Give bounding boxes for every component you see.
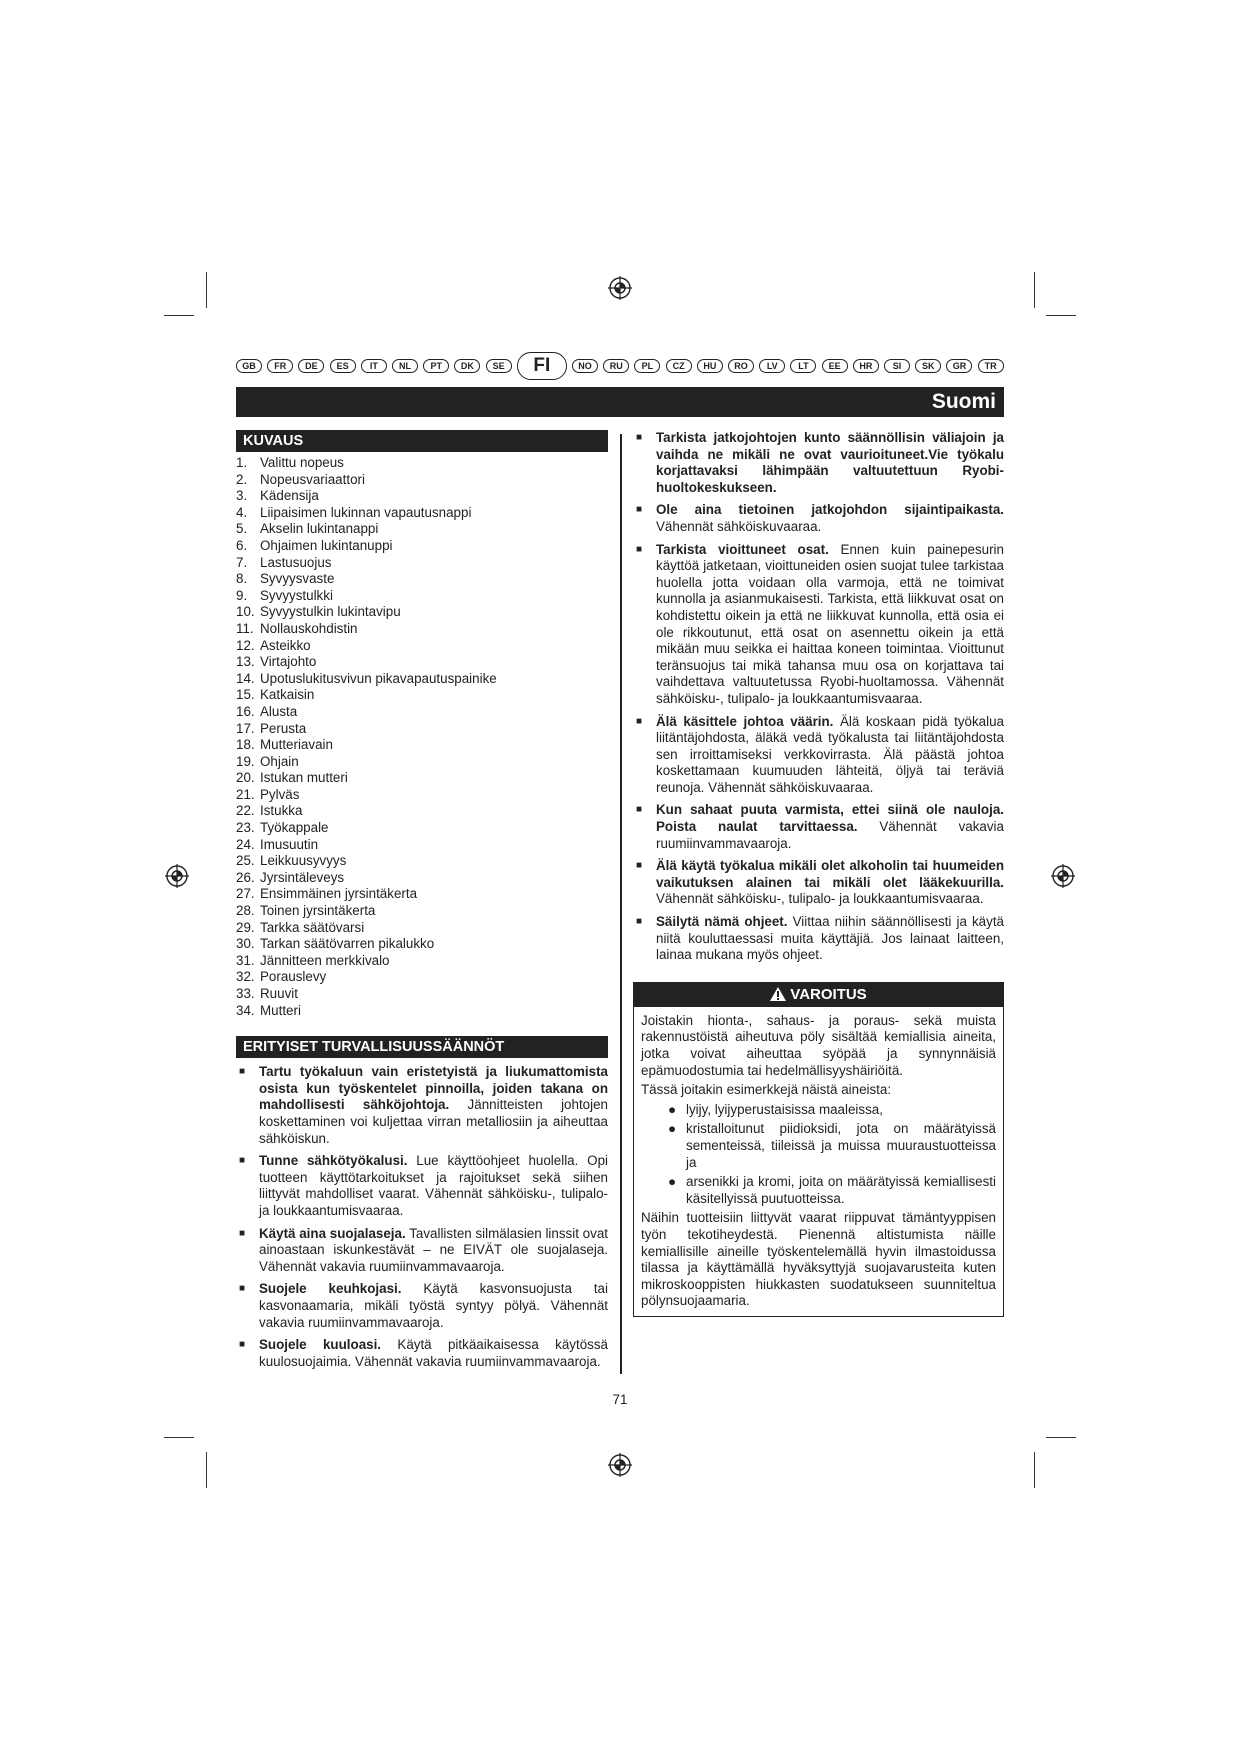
language-tab[interactable]: CZ <box>666 359 692 373</box>
item-label: Istukka <box>260 803 303 819</box>
parts-list-item <box>236 455 608 472</box>
parts-list-item <box>236 638 608 655</box>
item-number: 33. <box>236 986 255 1001</box>
square-bullet-icon: ■ <box>636 860 643 872</box>
parts-list-item <box>236 953 608 970</box>
parts-list-item <box>236 472 608 489</box>
parts-list-item <box>236 604 608 621</box>
parts-list-item <box>236 588 608 605</box>
safety-rule <box>633 914 1004 964</box>
safety-rule <box>633 858 1004 908</box>
item-number: 9. <box>236 587 248 603</box>
item-label: Tarkka säätövarsi <box>260 919 365 935</box>
rule-bold-lead: Suojele kuuloasi. <box>259 1337 382 1353</box>
item-number: 7. <box>236 554 248 570</box>
kuvaus-heading: KUVAUS <box>236 430 608 452</box>
parts-list-item <box>236 820 608 837</box>
parts-list-item <box>236 969 608 986</box>
item-number: 30. <box>236 936 255 952</box>
crop-mark <box>1034 1452 1035 1488</box>
item-label: Ensimmäinen jyrsintäkerta <box>260 886 418 902</box>
item-number: 1. <box>236 455 248 470</box>
item-number: 24. <box>236 836 255 852</box>
parts-list-item <box>236 671 608 688</box>
item-number: 11. <box>236 620 254 636</box>
item-label: Katkaisin <box>260 687 315 703</box>
language-tabs <box>236 352 1004 380</box>
warning-bullet-list <box>641 1102 996 1208</box>
item-label: Alusta <box>260 703 298 719</box>
warning-bullet-text: kristalloitunut piidioksidi, jota on määrätyissä sementeissä, tiileissä ja muissa muuraustuotteissa ja <box>686 1121 996 1170</box>
parts-list-item <box>236 704 608 721</box>
item-label: Istukan mutteri <box>260 770 348 786</box>
item-label: Nopeusvariaattori <box>260 471 365 487</box>
square-bullet-icon: ■ <box>239 1066 246 1078</box>
language-tab[interactable]: EE <box>822 359 848 373</box>
parts-list-item <box>236 505 608 522</box>
rule-bold-lead: Tunne sähkötyökalusi. <box>259 1153 408 1169</box>
item-label: Nollauskohdistin <box>260 620 358 636</box>
parts-list-item <box>236 538 608 555</box>
square-bullet-icon: ■ <box>239 1155 246 1167</box>
language-tab[interactable]: LV <box>759 359 785 373</box>
crop-mark <box>206 1452 207 1488</box>
square-bullet-icon: ■ <box>636 543 643 555</box>
registration-mark-icon <box>608 276 632 300</box>
safety-rule <box>633 802 1004 852</box>
item-label: Liipaisimen lukinnan vapautusnappi <box>260 504 472 520</box>
safety-rule <box>236 1337 608 1370</box>
item-number: 8. <box>236 571 248 587</box>
item-number: 10. <box>236 604 255 620</box>
left-column <box>236 430 608 1376</box>
item-label: Ohjaimen lukintanuppi <box>260 537 393 553</box>
language-tab[interactable]: ES <box>330 359 356 373</box>
safety-rule <box>236 1153 608 1219</box>
item-number: 23. <box>236 820 255 836</box>
rule-bold-lead: Älä käsittele johtoa väärin. <box>656 713 834 729</box>
language-tab[interactable]: GB <box>236 359 262 373</box>
parts-list-item <box>236 687 608 704</box>
rule-text: Lue käyttöohjeet huolella. Opi tuotteen käyttötarkoitukset ja rajoitukset sekä siihen liittyvät mahdolliset vaarat. Vähennät sähköisku-, tulipalo- ja loukkaantumisvaaraa. <box>259 1153 608 1218</box>
parts-list-item <box>236 853 608 870</box>
square-bullet-icon: ■ <box>636 504 643 516</box>
safety-rule <box>236 1064 608 1147</box>
item-label: Ruuvit <box>260 986 298 1001</box>
item-label: Pylväs <box>260 786 300 802</box>
parts-list-item <box>236 903 608 920</box>
warning-triangle-icon <box>770 987 786 1001</box>
warning-heading-label: VAROITUS <box>790 985 867 1003</box>
parts-list-item <box>236 654 608 671</box>
language-tab[interactable]: LT <box>790 359 816 373</box>
crop-mark <box>164 315 194 316</box>
parts-list-item <box>236 721 608 738</box>
item-label: Mutteri <box>260 1002 301 1018</box>
rule-text: Vähennät sähköiskuvaaraa. <box>656 518 822 534</box>
item-number: 31. <box>236 952 255 968</box>
rule-bold-lead: Tarkista vioittuneet osat. <box>656 541 829 557</box>
warning-paragraph: Joistakin hionta-, sahaus- ja poraus- sekä muista rakennustöistä aiheutuva pöly sisältää kemiallisia aineita, jotka voivat aiheuttaa syöpää ja synnynnäisiä epämuodostumia tai hedelmällisyyshäiriöitä. <box>641 1012 996 1078</box>
parts-list-item <box>236 737 608 754</box>
rule-text: Ennen kuin painepesurin käyttöä jatketaan, vioittuneiden osien suojat tulee tarkistaa huolella jotta voidaan olla varmoja, että ne toimivat kunnolla ja asianmukaisesti. Tarkista, että liikkuvat osat on kohdistettu oikein ja että ne liikkuvat kunnolla, että osia ei ole rikkoutunut, että osat on asennettu oikein ja että mikään muu seikka ei haittaa koneen toimintaa. Vioittunut teränsuojus tai mikä tahansa muu osa on korjattava tai vaihdettava valtuutetussa Ryobi-huoltamossa. Vähennät sähköisku-, tulipalo- ja loukkaantumisvaaraa. <box>656 541 1004 706</box>
item-label: Asteikko <box>260 637 311 653</box>
crop-mark <box>164 1437 194 1438</box>
language-tab[interactable]: GR <box>946 359 972 373</box>
safety-rule <box>633 542 1004 708</box>
crop-mark <box>206 272 207 308</box>
item-label: Lastusuojus <box>260 554 332 570</box>
safety-rule <box>236 1281 608 1331</box>
square-bullet-icon: ■ <box>636 916 643 928</box>
item-number: 19. <box>236 753 255 769</box>
parts-list-item <box>236 870 608 887</box>
safety-rule <box>633 502 1004 535</box>
bullet-dot-icon: ● <box>668 1174 677 1190</box>
language-tab[interactable]: FR <box>267 359 293 373</box>
safety-rule <box>633 430 1004 496</box>
item-number: 3. <box>236 488 248 504</box>
language-tab[interactable]: FI <box>517 352 567 380</box>
parts-list-item <box>236 936 608 953</box>
registration-mark-icon <box>1051 864 1075 888</box>
rule-text: Viittaa niihin säännöllisesti ja käytä niitä kouluttaessasi muita käyttäjiä. Jos lainaat laitteen, lainaa mukana myös ohjeet. <box>656 914 1004 963</box>
parts-list-item <box>236 521 608 538</box>
rule-text: Jännitteisten johtojen koskettaminen voi kuljettaa virran metalliosiin ja aiheuttaa sähköiskun. <box>259 1097 608 1146</box>
language-tab[interactable]: HU <box>697 359 723 373</box>
language-tab[interactable]: NL <box>392 359 418 373</box>
rule-bold-lead: Käytä aina suojalaseja. <box>259 1225 406 1241</box>
item-label: Valittu nopeus <box>260 455 344 470</box>
item-label: Syvyystulkin lukintavipu <box>260 604 401 620</box>
rule-text: Älä koskaan pidä työkalua liitäntäjohdosta, äläkä vedä työkalusta tai liitäntäjohdosta sen irroittamiseksi verkkovirrasta. Älä päästä johtoa koskettamaan kuumuuden lähteitä, öljyä tai teräviä reunoja. Vähennät sähköiskuvaaraa. <box>656 713 1004 795</box>
square-bullet-icon: ■ <box>636 432 643 443</box>
bullet-dot-icon: ● <box>668 1121 677 1137</box>
parts-list-item <box>236 920 608 937</box>
parts-list <box>236 455 608 1019</box>
warning-body <box>634 1007 1003 1316</box>
item-number: 21. <box>236 786 255 802</box>
warning-bullet-text: arsenikki ja kromi, joita on määrätyissä kemiallisesti käsitellyissä puutuotteissa. <box>686 1174 996 1206</box>
registration-mark-icon <box>608 1453 632 1477</box>
language-tab[interactable]: RU <box>603 359 629 373</box>
rule-bold-lead: Säilytä nämä ohjeet. <box>656 914 788 930</box>
language-tab[interactable]: HR <box>853 359 879 373</box>
crop-mark <box>1046 1437 1076 1438</box>
square-bullet-icon: ■ <box>636 715 643 727</box>
parts-list-item <box>236 803 608 820</box>
crop-mark <box>1034 272 1035 308</box>
item-number: 5. <box>236 521 248 537</box>
safety-rule <box>236 1226 608 1276</box>
page-title: Suomi <box>236 387 1004 417</box>
warning-bullet <box>641 1174 996 1207</box>
parts-list-item <box>236 621 608 638</box>
item-label: Kädensija <box>260 488 319 504</box>
item-number: 27. <box>236 886 255 902</box>
item-number: 32. <box>236 969 255 985</box>
item-number: 17. <box>236 720 255 736</box>
warning-bullet <box>641 1102 996 1119</box>
item-number: 26. <box>236 869 255 885</box>
item-label: Toinen jyrsintäkerta <box>260 903 376 919</box>
item-number: 6. <box>236 537 248 553</box>
item-number: 20. <box>236 770 255 786</box>
page-number: 71 <box>612 1392 628 1407</box>
warning-bullet <box>641 1121 996 1171</box>
warning-paragraph: Näihin tuotteisiin liittyvät vaarat riippuvat tämäntyyppisen työn tekotiheydestä. Pienennä altistumista näille kemiallisille aineille työskentelemällä hyvin ilmastoidussa tilassa ja käyttämällä hyväksyttyjä suojavarusteita kuten mikroskooppisten hiukkasten suodatukseen suunniteltua pölynsuojaamaria. <box>641 1210 996 1309</box>
square-bullet-icon: ■ <box>636 804 643 816</box>
crop-mark <box>1046 315 1076 316</box>
rule-bold-lead: Tarkista jatkojohtojen kunto säännöllisin väliajoin ja vaihda ne mikäli ne ovat vaurioituneet.Vie työkalu korjattavaksi lähimpään valtuutettuun Ryobi-huoltokeskukseen. <box>656 430 1004 495</box>
parts-list-item <box>236 787 608 804</box>
item-number: 29. <box>236 919 255 935</box>
language-tab[interactable]: NO <box>572 359 598 373</box>
parts-list-item <box>236 986 608 1003</box>
item-label: Ohjain <box>260 753 299 769</box>
item-number: 15. <box>236 687 255 703</box>
parts-list-item <box>236 837 608 854</box>
parts-list-item <box>236 1003 608 1020</box>
rule-bold-lead: Ole aina tietoinen jatkojohdon sijaintipaikasta. <box>656 502 1004 518</box>
language-tab[interactable]: IT <box>361 359 387 373</box>
item-number: 18. <box>236 737 255 753</box>
warning-bullet-text: lyijy, lyijyperustaisissa maaleissa, <box>686 1101 883 1117</box>
item-label: Akselin lukintanappi <box>260 521 379 537</box>
language-tab[interactable]: PT <box>423 359 449 373</box>
rule-bold-lead: Tartu työkaluun vain eristetyistä ja liukumattomista osista kun työskentelet pinnoilla, joiden takana on mahdollisesti sähköjohtoja. <box>259 1064 608 1113</box>
bullet-dot-icon: ● <box>668 1101 677 1117</box>
safety-list-right <box>633 430 1004 964</box>
item-label: Työkappale <box>260 820 329 836</box>
parts-list-item <box>236 555 608 572</box>
item-number: 4. <box>236 504 248 520</box>
safety-heading: ERITYISET TURVALLISUUSSÄÄNNÖT <box>236 1036 608 1058</box>
registration-mark-icon <box>165 864 189 888</box>
rule-bold-lead: Suojele keuhkojasi. <box>259 1281 402 1297</box>
rule-text: Käytä kasvonsuojusta tai kasvonaamaria, mikäli työstä syntyy pölyä. Vähennät vakavia ruumiinvammavaaroja. <box>259 1281 608 1330</box>
language-tab[interactable]: PL <box>634 359 660 373</box>
parts-list-item <box>236 754 608 771</box>
square-bullet-icon: ■ <box>239 1339 246 1351</box>
rule-text: Vähennät vakavia ruumiinvammavaaroja. <box>656 819 1004 851</box>
item-label: Syvyystulkki <box>260 587 333 603</box>
square-bullet-icon: ■ <box>239 1227 246 1239</box>
item-label: Jyrsintäleveys <box>260 869 345 885</box>
item-label: Porauslevy <box>260 969 327 985</box>
item-label: Jännitteen merkkivalo <box>260 952 390 968</box>
language-tab[interactable]: RO <box>728 359 754 373</box>
language-tab[interactable]: DE <box>298 359 324 373</box>
item-label: Imusuutin <box>260 836 319 852</box>
language-tab[interactable]: TR <box>978 359 1004 373</box>
safety-rule <box>633 714 1004 797</box>
item-number: 28. <box>236 903 255 919</box>
item-number: 13. <box>236 654 255 670</box>
item-label: Leikkuusyvyys <box>260 853 347 869</box>
rule-text: Vähennät sähköisku-, tulipalo- ja loukkaantumisvaaraa. <box>656 891 984 907</box>
item-number: 22. <box>236 803 255 819</box>
rule-text: Tavallisten silmälasien linssit ovat ainoastaan iskunkestävät – ne EIVÄT ole suojalaseja. Vähennät vakavia ruumiinvammavaaroja. <box>259 1225 608 1274</box>
warning-paragraph: Tässä joitakin esimerkkejä näistä aineista: <box>641 1082 892 1098</box>
item-label: Tarkan säätövarren pikalukko <box>260 936 435 952</box>
rule-bold-lead: Kun sahaat puuta varmista, ettei siinä ole nauloja. Poista naulat tarvittaessa. <box>656 802 1004 835</box>
parts-list-item <box>236 488 608 505</box>
safety-list-left <box>236 1064 608 1370</box>
language-tab[interactable]: SI <box>884 359 910 373</box>
item-number: 14. <box>236 670 255 686</box>
item-number: 25. <box>236 853 255 869</box>
item-label: Syvyysvaste <box>260 571 335 587</box>
rule-bold-lead: Älä käytä työkalua mikäli olet alkoholin tai huumeiden vaikutuksen alainen tai mikäli olet lääkekuurilla. <box>656 858 1004 890</box>
language-tab[interactable]: SK <box>915 359 941 373</box>
square-bullet-icon: ■ <box>239 1283 246 1295</box>
parts-list-item <box>236 886 608 903</box>
item-label: Virtajohto <box>260 654 317 670</box>
item-number: 12. <box>236 637 255 653</box>
item-label: Upotuslukitusvivun pikavapautuspainike <box>260 670 497 686</box>
column-divider <box>620 434 622 1374</box>
item-number: 2. <box>236 471 248 487</box>
language-tab[interactable]: DK <box>454 359 480 373</box>
warning-box <box>633 982 1004 1317</box>
item-number: 16. <box>236 703 255 719</box>
language-tab[interactable]: SE <box>486 359 512 373</box>
parts-list-item <box>236 770 608 787</box>
item-label: Mutteriavain <box>260 737 333 753</box>
rule-text: Käytä pitkäaikaisessa käytössä kuulosuojaimia. Vähennät vakavia ruumiinvammavaaroja. <box>259 1337 608 1369</box>
item-label: Perusta <box>260 720 307 736</box>
warning-heading <box>634 983 1003 1007</box>
right-column <box>633 430 1004 1317</box>
parts-list-item <box>236 571 608 588</box>
item-number: 34. <box>236 1002 255 1018</box>
